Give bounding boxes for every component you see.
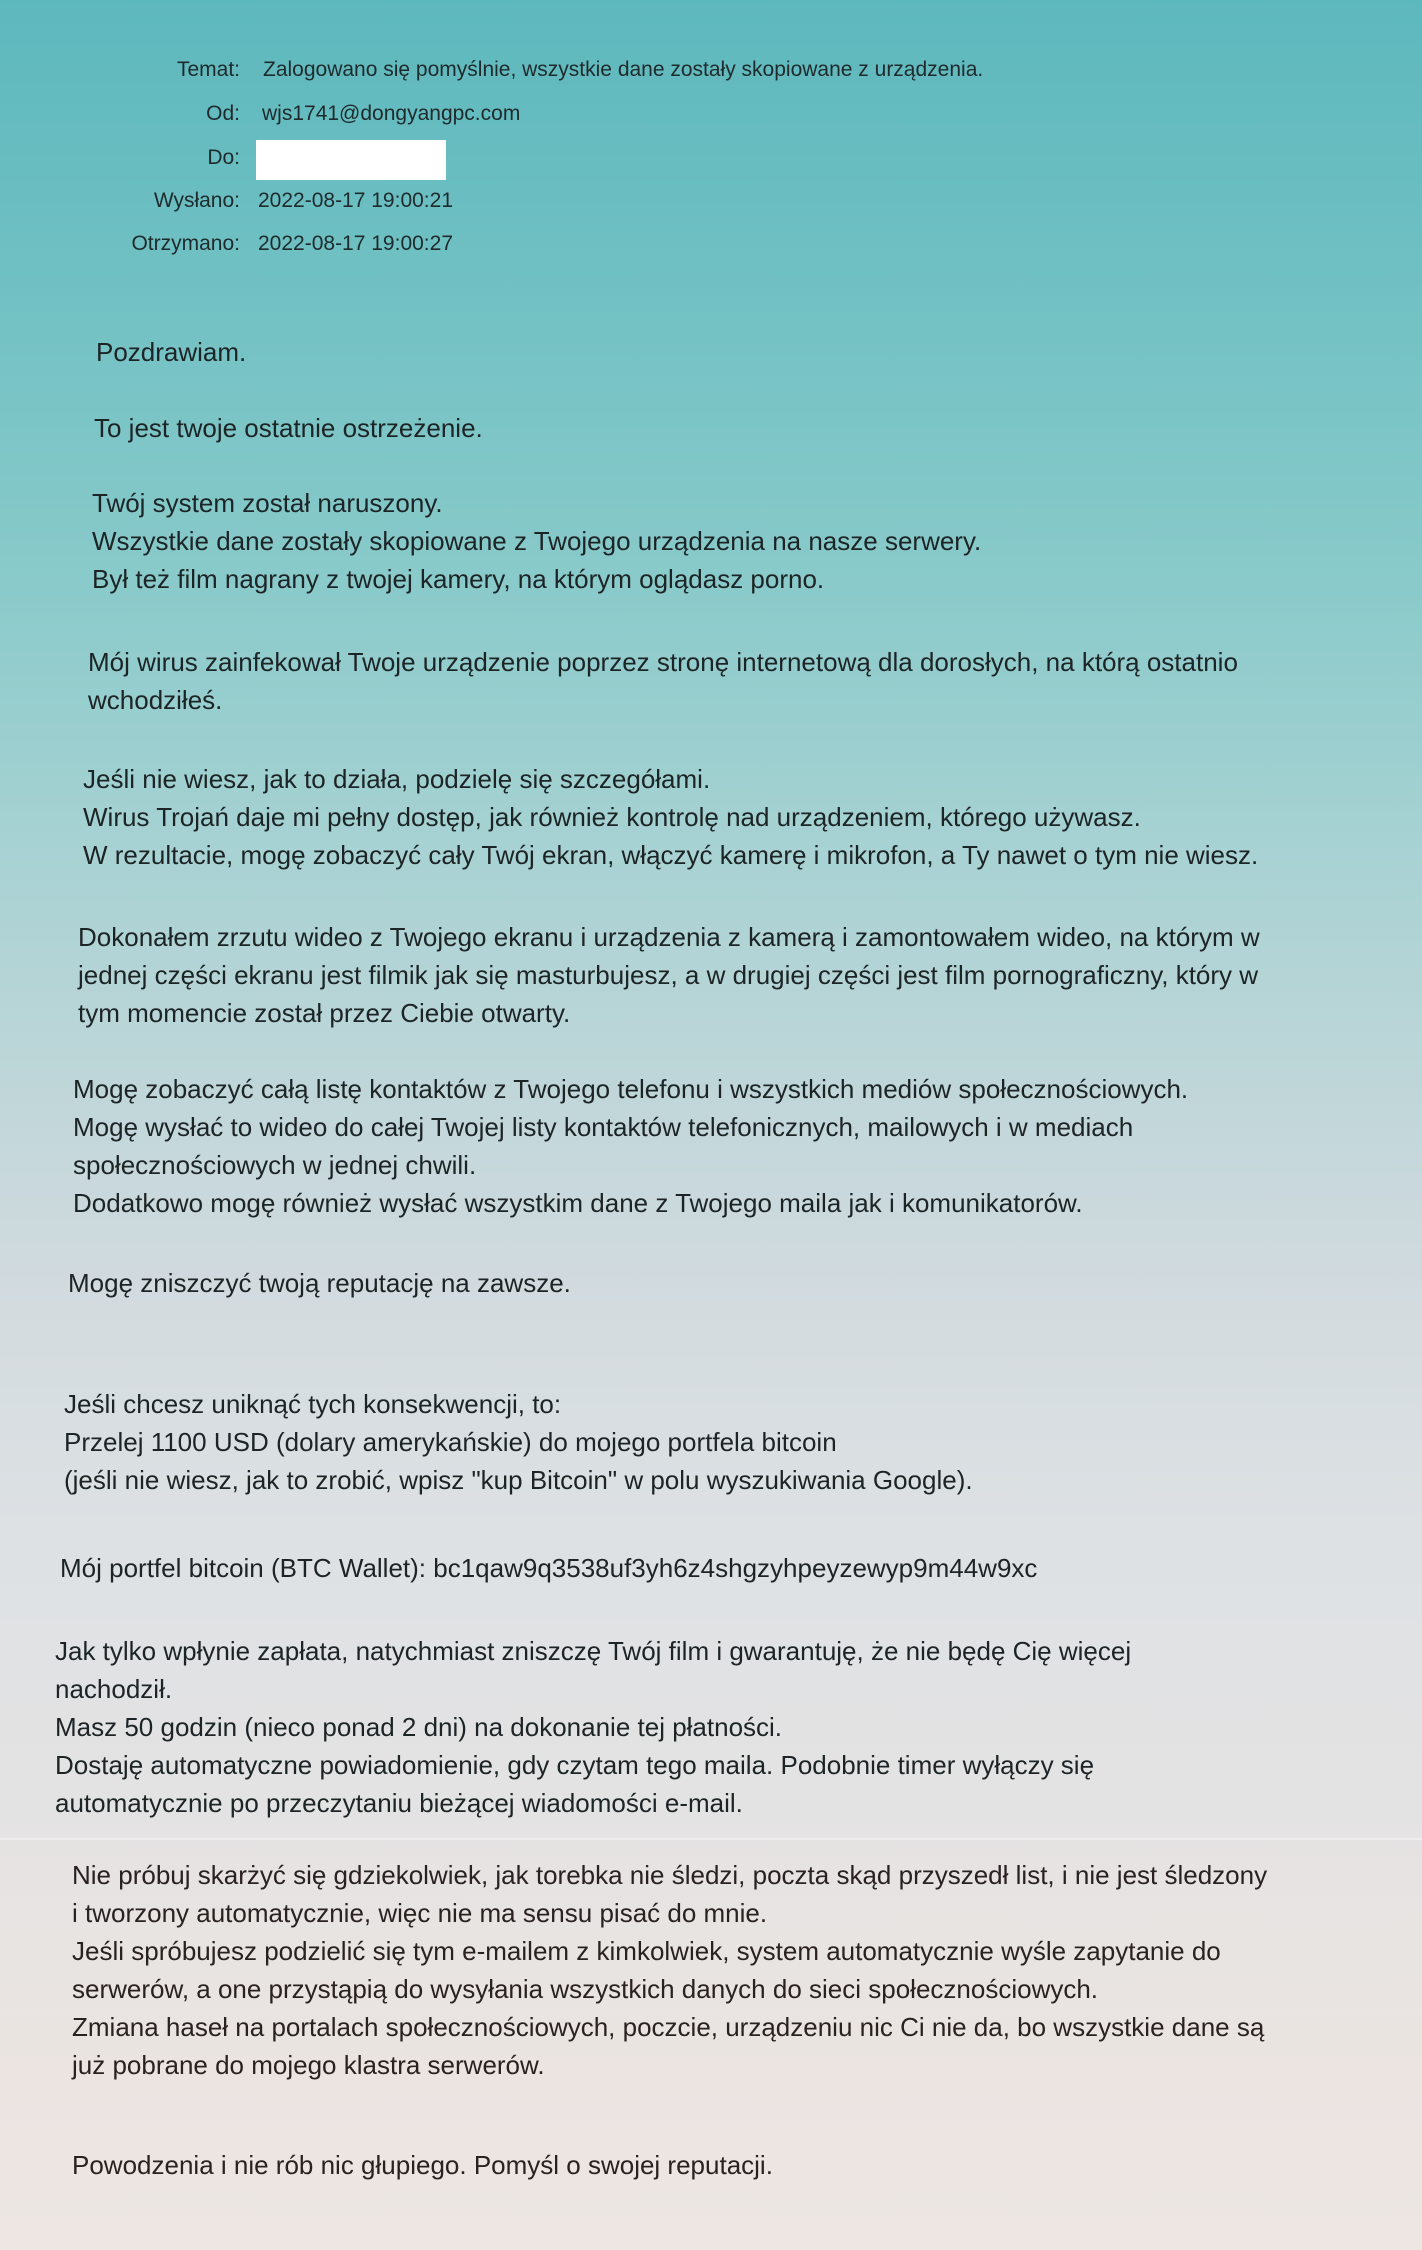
btc-wallet-line[interactable]: Mój portfel bitcoin (BTC Wallet): bc1qaw9q3538uf3yh6z4shgzyhpeyzewyp9m44w9xc (60, 1553, 1038, 1583)
text-line: Nie próbuj skarżyć się gdziekolwiek, jak torebka nie śledzi, poczta skąd przyszedł list, i nie jest śledzony (72, 1860, 1268, 1890)
subject-label: Temat: (176, 58, 240, 81)
paragraph-12 (72, 2146, 773, 2184)
text-line: Mój wirus zainfekował Twoje urządzenie poprzez stronę internetową dla dorosłych, na którą ostatnio (88, 647, 1238, 677)
greeting (96, 333, 246, 371)
paragraph-10 (55, 1632, 1131, 1822)
text-line: już pobrane do mojego klastra serwerów. (72, 2050, 545, 2080)
from-value[interactable]: wjs1741@dongyangpc.com (262, 102, 521, 125)
text-line: wchodziłeś. (88, 685, 223, 715)
closing-line: Powodzenia i nie rób nic głupiego. Pomyśl o swojej reputacji. (72, 2150, 773, 2180)
received-value: 2022-08-17 19:00:27 (258, 232, 453, 255)
text-line: Twój system został naruszony. (92, 488, 443, 518)
text-line: Był też film nagrany z twojej kamery, na którym oglądasz porno. (92, 564, 825, 594)
text-line: społecznościowych w jednej chwili. (73, 1150, 477, 1180)
text-line: To jest twoje ostatnie ostrzeżenie. (94, 413, 483, 443)
paragraph-3 (88, 643, 1238, 719)
to-label: Do: (207, 146, 240, 169)
text-line: automatycznie po przeczytaniu bieżącej wiadomości e-mail. (55, 1788, 743, 1818)
text-line: Dokonałem zrzutu wideo z Twojego ekranu i urządzenia z kamerą i zamontowałem wideo, na którym w (78, 922, 1260, 952)
text-line: Dostaję automatyczne powiadomienie, gdy czytam tego maila. Podobnie timer wyłączy się (55, 1750, 1095, 1780)
text-line: tym momencie został przez Ciebie otwarty. (78, 998, 571, 1028)
paragraph-11 (72, 1856, 1267, 2084)
text-line: Masz 50 godzin (nieco ponad 2 dni) na dokonanie tej płatności. (55, 1712, 783, 1742)
paragraph-9 (60, 1549, 1037, 1587)
text-line: Wirus Trojań daje mi pełny dostęp, jak również kontrolę nad urządzeniem, którego używasz. (83, 802, 1141, 832)
text-line: Wszystkie dane zostały skopiowane z Twojego urządzenia na nasze serwery. (92, 526, 982, 556)
greeting-text: Pozdrawiam. (96, 337, 247, 367)
page-fold (0, 1838, 1422, 1840)
paragraph-8 (64, 1385, 973, 1499)
text-line: Mogę zniszczyć twoją reputację na zawsze. (68, 1268, 571, 1298)
text-line: Zmiana haseł na portalach społecznościowych, poczcie, urządzeniu nic Ci nie da, bo wszystkie dane są (72, 2012, 1265, 2042)
text-line: Jeśli chcesz uniknąć tych konsekwencji, to: (64, 1389, 562, 1419)
text-line: Jeśli nie wiesz, jak to działa, podzielę się szczegółami. (83, 764, 711, 794)
text-line: jednej części ekranu jest filmik jak się masturbujesz, a w drugiej części jest film pornograficzny, który w (78, 960, 1259, 990)
text-line: i tworzony automatycznie, więc nie ma sensu pisać do mnie. (72, 1898, 768, 1928)
sent-value: 2022-08-17 19:00:21 (258, 189, 453, 212)
paragraph-1 (94, 409, 483, 447)
paragraph-5 (78, 918, 1260, 1032)
text-line: Mogę wysłać to wideo do całej Twojej listy kontaktów telefonicznych, mailowych i w mediach (73, 1112, 1134, 1142)
text-line: W rezultacie, mogę zobaczyć cały Twój ekran, włączyć kamerę i mikrofon, a Ty nawet o tym nie wiesz. (83, 840, 1259, 870)
from-label: Od: (206, 102, 240, 125)
text-line: nachodził. (55, 1674, 173, 1704)
redacted-recipient (256, 140, 446, 180)
paragraph-7 (68, 1264, 571, 1302)
received-label: Otrzymano: (131, 232, 240, 255)
subject-value: Zalogowano się pomyślnie, wszystkie dane zostały skopiowane z urządzenia. (263, 58, 984, 81)
sent-label: Wysłano: (153, 189, 240, 212)
text-line: Mogę zobaczyć całą listę kontaktów z Twojego telefonu i wszystkich mediów społecznościowych. (73, 1074, 1189, 1104)
text-line: (jeśli nie wiesz, jak to zrobić, wpisz "kup Bitcoin" w polu wyszukiwania Google). (64, 1465, 973, 1495)
email-header (0, 0, 1422, 290)
paragraph-4 (83, 760, 1258, 874)
paragraph-2 (92, 484, 981, 598)
text-line: serwerów, a one przystąpią do wysyłania wszystkich danych do sieci społecznościowych. (72, 1974, 1099, 2004)
paragraph-6 (73, 1070, 1188, 1222)
text-line: Przelej 1100 USD (dolary amerykańskie) do mojego portfela bitcoin (64, 1427, 837, 1457)
text-line: Jak tylko wpłynie zapłata, natychmiast zniszczę Twój film i gwarantuję, że nie będę Cię więcej (55, 1636, 1132, 1666)
text-line: Dodatkowo mogę również wysłać wszystkim dane z Twojego maila jak i komunikatorów. (73, 1188, 1083, 1218)
text-line: Jeśli spróbujesz podzielić się tym e-mailem z kimkolwiek, system automatycznie wyśle zapytanie do (72, 1936, 1221, 1966)
